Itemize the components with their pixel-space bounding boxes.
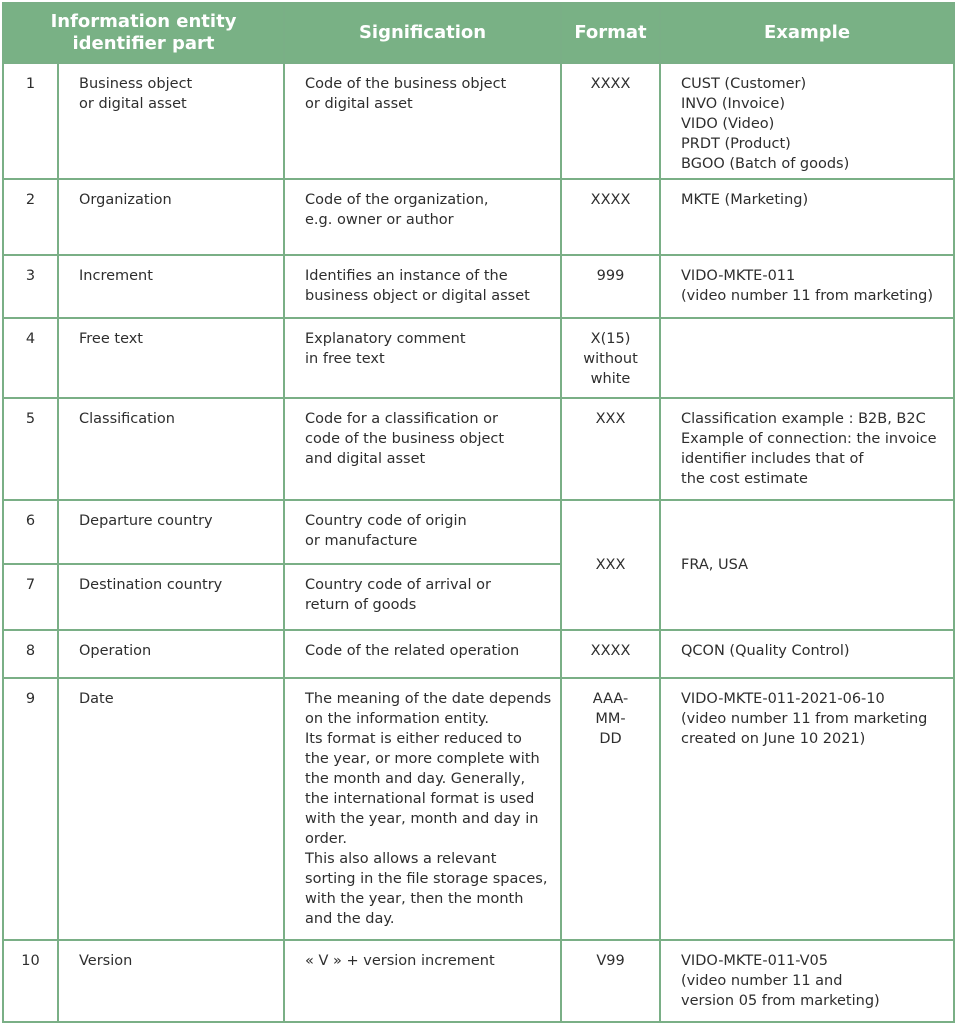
table-row	[3, 398, 954, 500]
row-number: 6	[3, 500, 58, 564]
row-signification: The meaning of the date depends on the information entity. Its format is either reduced to the year, or more complete with the month and day. Generally, the international format is used with the year, month and day in order. This also allows a relevant sorting in the file storage spaces, with the year, then the month and the day.	[284, 678, 561, 940]
row-signification: Code of the organization, e.g. owner or author	[284, 179, 561, 255]
table-row	[3, 255, 954, 318]
row-example: CUST (Customer) INVO (Invoice) VIDO (Video) PRDT (Product) BGOO (Batch of goods)	[660, 63, 954, 179]
row-example: QCON (Quality Control)	[660, 630, 954, 678]
row-part: Operation	[58, 630, 284, 678]
row-number: 3	[3, 255, 58, 318]
row-part: Classification	[58, 398, 284, 500]
row-example: VIDO-MKTE-011 (video number 11 from marketing)	[660, 255, 954, 318]
row-part: Business object or digital asset	[58, 63, 284, 179]
table-row	[3, 678, 954, 940]
table-row	[3, 940, 954, 1022]
row-number: 5	[3, 398, 58, 500]
row-format: 999	[561, 255, 660, 318]
row-format: XXXX	[561, 63, 660, 179]
row-number: 9	[3, 678, 58, 940]
row-format: X(15) without white	[561, 318, 660, 398]
row-example: VIDO-MKTE-011-V05 (video number 11 and version 05 from marketing)	[660, 940, 954, 1022]
row-number: 7	[3, 564, 58, 630]
row-example: MKTE (Marketing)	[660, 179, 954, 255]
row-number: 1	[3, 63, 58, 179]
row-part: Destination country	[58, 564, 284, 630]
row-part: Date	[58, 678, 284, 940]
row-format: XXXX	[561, 630, 660, 678]
row-format: XXX	[561, 500, 660, 630]
row-signification: Explanatory comment in free text	[284, 318, 561, 398]
row-signification: Code of the related operation	[284, 630, 561, 678]
row-signification: Country code of arrival or return of goods	[284, 564, 561, 630]
header-format: Format	[561, 3, 660, 63]
row-format: AAA- MM- DD	[561, 678, 660, 940]
row-part: Version	[58, 940, 284, 1022]
row-example: Classification example : B2B, B2C Example of connection: the invoice identifier includes that of the cost estimate	[660, 398, 954, 500]
row-signification: « V » + version increment	[284, 940, 561, 1022]
table-row	[3, 630, 954, 678]
table-row	[3, 318, 954, 398]
header-identifier-part: Information entity identifier part	[3, 3, 284, 63]
row-number: 4	[3, 318, 58, 398]
table-header-row	[3, 3, 954, 63]
row-number: 8	[3, 630, 58, 678]
header-example: Example	[660, 3, 954, 63]
row-signification: Code of the business object or digital asset	[284, 63, 561, 179]
row-signification: Code for a classification or code of the business object and digital asset	[284, 398, 561, 500]
table-row	[3, 500, 954, 564]
table-row	[3, 179, 954, 255]
row-signification: Identifies an instance of the business object or digital asset	[284, 255, 561, 318]
row-part: Increment	[58, 255, 284, 318]
row-example: VIDO-MKTE-011-2021-06-10 (video number 11 from marketing created on June 10 2021)	[660, 678, 954, 940]
table-row	[3, 63, 954, 179]
row-part: Organization	[58, 179, 284, 255]
header-signification: Signification	[284, 3, 561, 63]
row-number: 2	[3, 179, 58, 255]
identifier-parts-table	[2, 2, 955, 1023]
row-number: 10	[3, 940, 58, 1022]
row-example: FRA, USA	[660, 500, 954, 630]
row-signification: Country code of origin or manufacture	[284, 500, 561, 564]
row-format: XXXX	[561, 179, 660, 255]
row-format: V99	[561, 940, 660, 1022]
row-part: Departure country	[58, 500, 284, 564]
row-example	[660, 318, 954, 398]
row-part: Free text	[58, 318, 284, 398]
row-format: XXX	[561, 398, 660, 500]
